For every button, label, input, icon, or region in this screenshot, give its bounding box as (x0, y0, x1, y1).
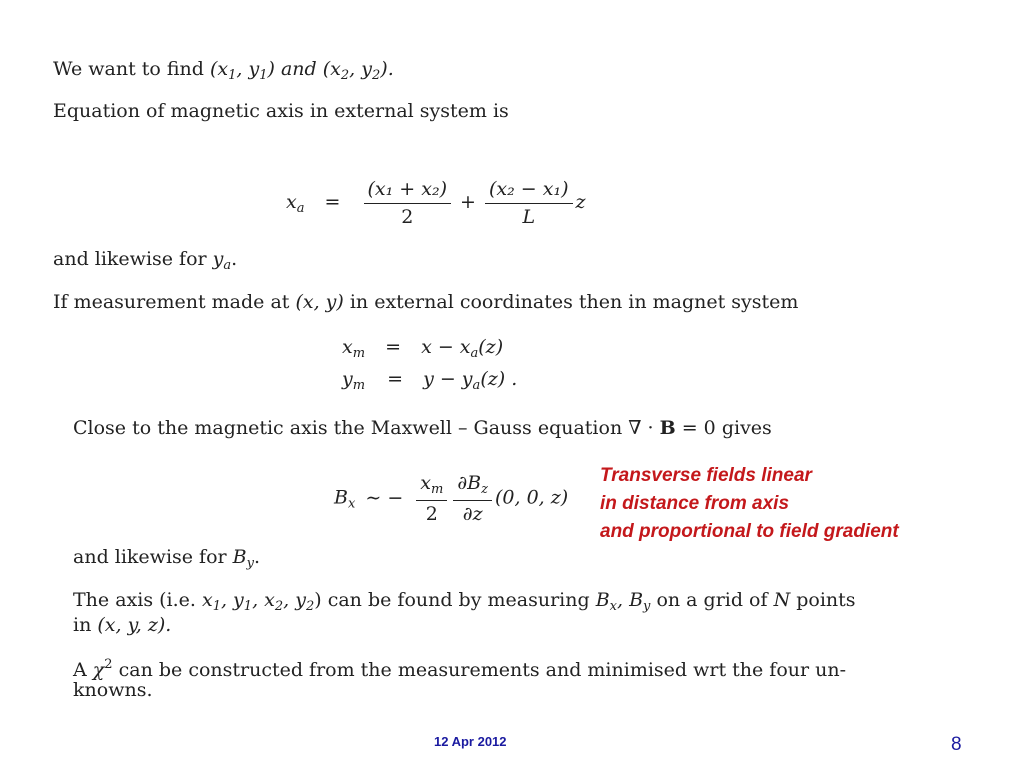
callout-line: and proportional to field gradient (600, 521, 899, 542)
footer-date: 12 Apr 2012 (434, 734, 507, 749)
fraction-xm-over-2: $\frac{x_m}{2}$ (416, 472, 447, 525)
text-line-axis-measure: The axis (i.e. $x_1$, $y_1$, $x_2$, $y_2$) can be found by measuring $B_x$, $B_y$ on a grid of N points (73, 589, 856, 614)
text-segment: We want to find (53, 58, 204, 80)
text-line-maxwell-gauss: Close to the magnetic axis the Maxwell – Gauss equation ∇ · B = 0 gives (73, 417, 772, 439)
equation-bx: $B_x$ ∼ − $\frac{x_m}{2}$ $\frac{\partial B_z}{\partial z}$ (0, 0, z) (334, 472, 569, 525)
fraction-dbz-dz: $\frac{\partial B_z}{\partial z}$ (453, 472, 492, 525)
equation-axis-xa: $x_a$ = $\frac{\text{(x₁ + x₂)}}{2}$ + $\frac{\text{(x₂ − x₁)}}{L}$ z (286, 178, 586, 228)
math-points: ($x_1$, $y_1$) and ($x_2$, $y_2$). (210, 58, 394, 83)
fraction-slope: $\frac{\text{(x₂ − x₁)}}{L}$ (485, 178, 573, 228)
text-line-likewise-ya: and likewise for $y_a$. (53, 248, 238, 273)
callout-note (600, 462, 899, 546)
equation-xm: $x_m = x - x_a(z)$ (342, 336, 504, 361)
page-number: 8 (951, 734, 962, 755)
text-line-find-points (53, 57, 394, 88)
text-line-axis-equation: Equation of magnetic axis in external system is (53, 100, 509, 122)
text-line-chi-squared: A $\chi^2$ can be constructed from the measurements and minimised wrt the four un- (73, 657, 847, 681)
text-line-unknowns: knowns. (73, 679, 153, 701)
text-line-measurement: If measurement made at (x, y) in external coordinates then in magnet system (53, 291, 799, 313)
callout-line: in distance from axis (600, 493, 790, 514)
fraction-mean: $\frac{\text{(x₁ + x₂)}}{2}$ (364, 178, 452, 228)
text-line-in-xyz: in (x, y, z). (73, 614, 172, 636)
text-line-likewise-by: and likewise for $B_y$. (73, 546, 261, 571)
equation-ym: $y_m = y - y_a(z)$ . (342, 368, 518, 393)
callout-line: Transverse fields linear (600, 465, 812, 486)
